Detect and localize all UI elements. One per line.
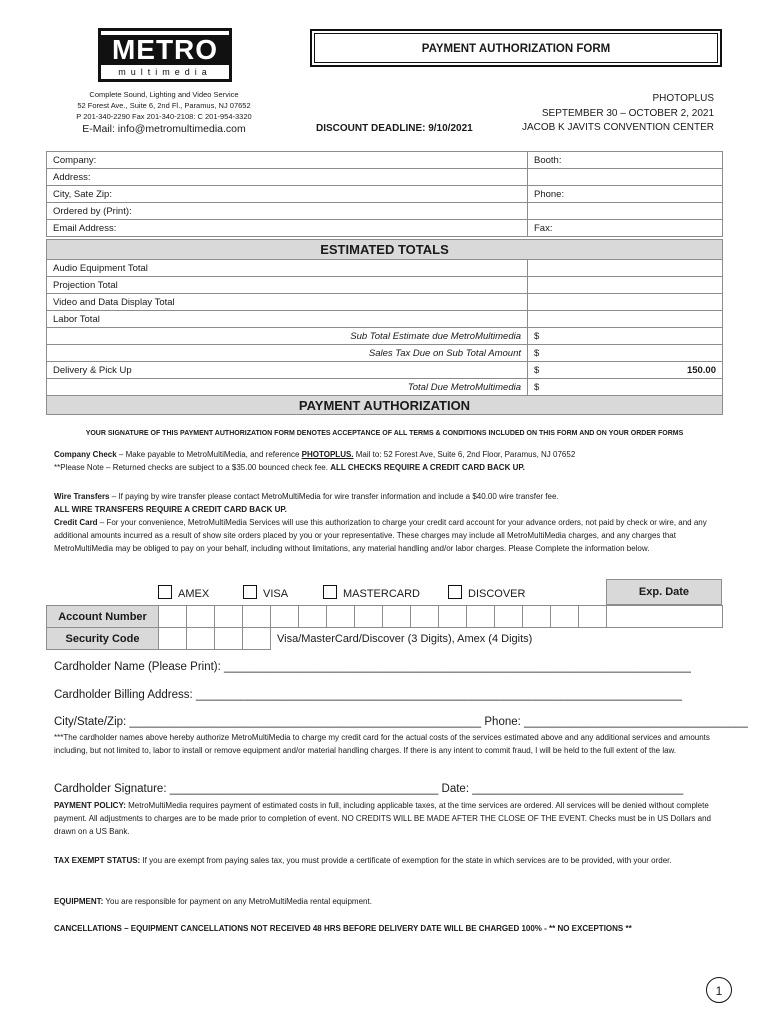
wire-text: – If paying by wire transfer please contact MetroMultiMedia for wire transfer information and include a $40.00 wire transfer fee. [109,492,559,501]
digit-cell[interactable] [215,606,243,628]
visa-checkbox[interactable] [243,585,257,599]
digit-cell[interactable] [187,606,215,628]
equipment-policy [54,895,714,908]
amex-option[interactable] [158,585,209,600]
acceptance-notice: YOUR SIGNATURE OF THIS PAYMENT AUTHORIZATION FORM DENOTES ACCEPTANCE OF ALL TERMS & CONDITIONS INCLUDED ON THIS FORM AND ON YOUR ORDER FORMS [85,430,684,437]
sales-tax-value[interactable] [548,345,723,362]
check-text: – Make payable to MetroMultiMedia, and reference [116,450,302,459]
discover-checkbox[interactable] [448,585,462,599]
code-cell[interactable] [215,628,243,650]
tax-exempt-text: If you are exempt from paying sales tax, you must provide a certificate of exemption for the state in which services are to be provided, with your order. [140,856,672,865]
exp-date-header: Exp. Date [606,579,722,605]
estimated-totals-heading: ESTIMATED TOTALS [47,240,723,260]
phone-field[interactable]: Phone: [528,186,723,203]
digit-cell[interactable] [411,606,439,628]
logo-wordmark: METRO [101,35,229,65]
digit-cell[interactable] [495,606,523,628]
delivery-amount[interactable]: 150.00 [548,362,723,379]
security-code-hint: Visa/MasterCard/Discover (3 Digits), Amex (4 Digits) [277,632,533,645]
delivery-label: Delivery & Pick Up [47,362,528,379]
visa-option[interactable] [243,585,288,600]
total-due-value[interactable] [548,379,723,396]
digit-cell[interactable] [271,606,299,628]
digit-cell[interactable] [551,606,579,628]
digit-cell[interactable] [243,606,271,628]
discount-deadline: DISCOUNT DEADLINE: 9/10/2021 [316,123,473,134]
customer-info-table [46,151,723,237]
labor-total-value[interactable] [528,311,723,328]
ordered-by-field[interactable]: Ordered by (Print): [47,203,528,220]
audio-total-label: Audio Equipment Total [47,260,528,277]
subtotal-value[interactable] [548,328,723,345]
cardholder-billing-line[interactable]: Cardholder Billing Address: ____________________________________________________________________________ [54,689,682,701]
address-field[interactable]: Address: [47,169,528,186]
estimated-totals-table [46,239,723,415]
security-code-label: Security Code [47,628,159,650]
company-address: 52 Forest Ave., Suite 6, 2nd Fl., Paramus, NJ 07652 [77,101,251,110]
digit-cell[interactable] [299,606,327,628]
digit-cell[interactable] [355,606,383,628]
subtotal-label: Sub Total Estimate due MetroMultimedia [47,328,528,345]
page-number: 1 [706,977,732,1003]
labor-total-label: Labor Total [47,311,528,328]
payment-policy-text: MetroMultiMedia requires payment of estimated costs in full, including applicable taxes, at the time services are ordered. All services will be denied without complete payment. All adjustments to charges are to be made prior to completion of event. NO CREDITS WILL BE MADE AFTER THE CLOSE OF THE EVENT. Checks must be in US Dollars and drawn on a US Bank. [54,801,711,836]
amex-label: AMEX [178,588,210,600]
digit-cell[interactable] [439,606,467,628]
tax-exempt-status [54,854,714,867]
subtotal-currency: $ [528,328,548,345]
email-field[interactable]: Email Address: [47,220,528,237]
video-total-label: Video and Data Display Total [47,294,528,311]
projection-total-value[interactable] [528,277,723,294]
event-venue: JACOB K JAVITS CONVENTION CENTER [521,122,714,133]
signature-date-line[interactable]: Cardholder Signature: __________________________________________ Date: _________________________________ [54,783,684,795]
payment-policy [54,799,714,838]
logo-subtitle: multimedia [118,67,212,77]
code-cell[interactable] [243,628,271,650]
digit-cell[interactable] [467,606,495,628]
ordered-by-extra-cell[interactable] [528,203,723,220]
digit-cell[interactable] [159,606,187,628]
projection-total-label: Projection Total [47,277,528,294]
tax-exempt-label: TAX EXEMPT STATUS: [54,856,141,865]
amex-checkbox[interactable] [158,585,172,599]
mastercard-checkbox[interactable] [323,585,337,599]
wire-credit-paragraph [54,490,714,555]
account-number-label: Account Number [47,606,159,628]
video-total-value[interactable] [528,294,723,311]
digit-cell[interactable] [327,606,355,628]
event-name: PHOTOPLUS [652,93,714,104]
check-note: **Please Note – Returned checks are subject to a $35.00 bounced check fee. [54,463,331,472]
digit-cell[interactable] [579,606,607,628]
check-note-bold: ALL CHECKS REQUIRE A CREDIT CARD BACK UP. [330,463,525,472]
company-logo [98,28,232,82]
check-mail: Mail to: 52 Forest Ave, Suite 6, 2nd Floor, Paramus, NJ 07652 [353,450,576,459]
digit-cell[interactable] [383,606,411,628]
payment-policy-label: PAYMENT POLICY: [54,801,126,810]
company-check-paragraph [54,448,714,474]
form-title-box [310,29,722,67]
check-reference: PHOTOPLUS. [301,450,354,459]
equipment-text: You are responsible for payment on any MetroMultiMedia rental equipment. [103,897,372,906]
discover-label: DISCOVER [468,588,526,600]
wire-label: Wire Transfers [54,492,110,501]
credit-card-label: Credit Card [54,518,98,527]
payment-authorization-heading: PAYMENT AUTHORIZATION [47,396,723,415]
wire-bold: ALL WIRE TRANSFERS REQUIRE A CREDIT CARD BACK UP. [54,505,287,514]
city-field[interactable]: City, Sate Zip: [47,186,528,203]
cancellation-policy: CANCELLATIONS – EQUIPMENT CANCELLATIONS NOT RECEIVED 48 HRS BEFORE DELIVERY DATE WILL BE CHARGED 100% - ** NO EXCEPTIONS ** [54,924,632,933]
digit-cell[interactable] [523,606,551,628]
company-email: E-Mail: info@metromultimedia.com [82,123,246,135]
mastercard-label: MASTERCARD [343,588,421,600]
event-dates: SEPTEMBER 30 – OCTOBER 2, 2021 [541,108,714,119]
discover-option[interactable] [448,585,525,600]
total-due-label: Total Due MetroMultimedia [47,379,528,396]
visa-label: VISA [263,588,289,600]
credit-card-text: – For your convenience, MetroMultiMedia Services will use this authorization to charge your credit card account for your advance orders, not paid by check or wire, and any additional amounts incurred as a result of show site orders placed by you or your representative. These charges may include all MetroMultiMedia charges, and any charges that MetroMultiMedia may be obliged to pay on your behalf, including without limitations, any material handling and/or labor charges. Please Complete the information below. [54,518,707,553]
booth-field[interactable]: Booth: [528,152,723,169]
tagline: Complete Sound, Lighting and Video Service [89,90,239,99]
check-label: Company Check [54,450,117,459]
authorization-statement: ***The cardholder names above hereby authorize MetroMultiMedia to charge my credit card for the actual costs of the services estimated above and any additional services and amounts including, but not limited to, labor to install or remove equipment and/or material handling charges. If there is any intent to commit fraud, I will be held to the full extent of the law. [54,733,710,755]
sales-tax-label: Sales Tax Due on Sub Total Amount [47,345,528,362]
delivery-currency: $ [528,362,548,379]
code-cell[interactable] [187,628,215,650]
city-phone-line[interactable]: City/State/Zip: _______________________________________________________ Phone: ___________________________________ [54,716,748,728]
total-due-currency: $ [528,379,548,396]
card-number-table [46,605,723,650]
company-phones: P 201-340-2290 Fax 201-340-2108: C 201-954-3320 [76,112,252,121]
company-field[interactable]: Company: [47,152,528,169]
audio-total-value[interactable] [528,260,723,277]
fax-field[interactable]: Fax: [528,220,723,237]
mastercard-option[interactable] [323,585,420,600]
form-title: PAYMENT AUTHORIZATION FORM [314,33,718,63]
address-extra-cell[interactable] [528,169,723,186]
exp-date-field[interactable] [607,606,723,628]
equipment-label: EQUIPMENT: [54,897,104,906]
code-cell[interactable] [159,628,187,650]
cardholder-name-line[interactable]: Cardholder Name (Please Print): _________________________________________________________________________ [54,661,691,673]
sales-tax-currency: $ [528,345,548,362]
